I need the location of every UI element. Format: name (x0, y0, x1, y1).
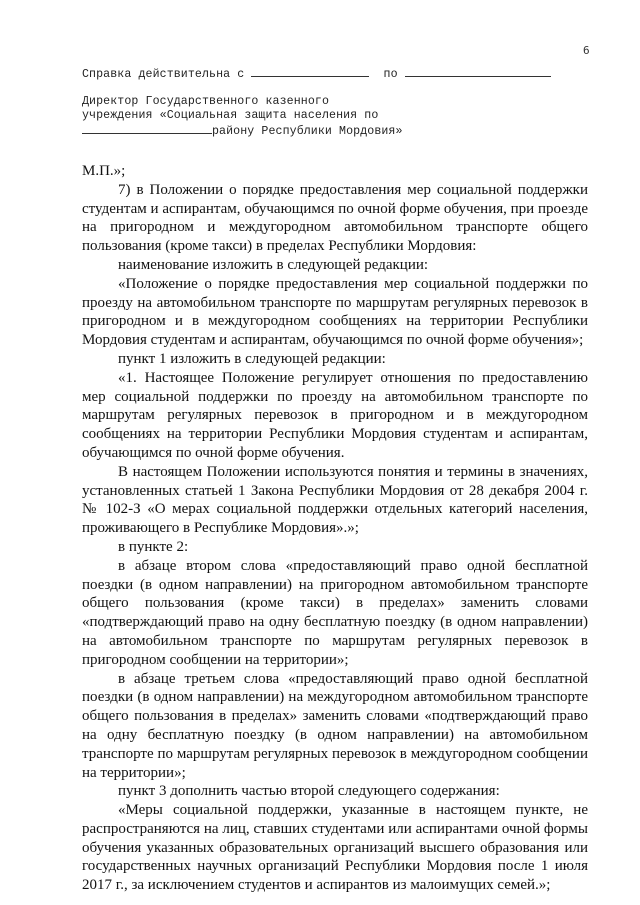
paragraph: в абзаце втором слова «предоставляющий право одной бесплатной поездки (в одном направлении) на пригородном автомобильном транспорте общего пользования (кроме такси) в пределах» заменить словами «подтверждающий право на одну бесплатную поездку (в одном направлении) на автомобильном транспорте по маршрутам регулярных перевозок в пригородном сообщении на территории»; (82, 557, 588, 668)
paragraph: «Положение о порядке предоставления мер социальной поддержки по проезду на автомобильном транспорте по маршрутам регулярных перевозок в пригородном и в междугородном сообщениях на территории Республики Мордовия студентам и аспирантам, обучающимся по очной форме обучения»; (82, 275, 588, 349)
paragraph: в пункте 2: (118, 538, 189, 555)
paragraph: в абзаце третьем слова «предоставляющий право одной бесплатной поездки (в одном направлении) на междугородном автомобильном транспорте общего пользования в пределах» заменить словами «подтверждающий право на одну бесплатную поездку (в одном направлении) на автомобильном транспорте по маршрутам регулярных перевозок в междугородном сообщении на территории»; (82, 670, 588, 781)
stamp-place: М.П.»; (82, 163, 126, 179)
valid-to-label: по (383, 68, 398, 81)
paragraph: пункт 3 дополнить частью второй следующего содержания: (118, 783, 500, 800)
paragraph-item-7: 7) в Положении о порядке предоставления мер социальной поддержки студентам и аспирантам, обучающимся по очной форме обучения, при проезде на пригородном и междугородном автомобильном транспорте общего пользования (кроме такси) в пределах Республики Мордовия: (82, 181, 588, 255)
paragraph: В настоящем Положении используются понятия и термины в значениях, установленных статьей 1 Закона Республики Мордовия от 28 декабря 2004 г. № 102-З «О мерах социальной поддержки отдельных категорий населения, проживающего в Республике Мордовия».»; (82, 463, 588, 537)
certificate-validity-line (82, 66, 551, 81)
director-line-3-suffix: району Республики Мордовия» (212, 125, 403, 138)
paragraph: «Меры социальной поддержки, указанные в настоящем пункте, не распространяются на лиц, ставших студентами или аспирантами очной формы обучения указанных образовательных организаций высшего образования или государственных научных организаций Республики Мордовия после 1 июля 2017 г., за исключением студентов и аспирантов из малоимущих семей.»; (82, 802, 588, 894)
paragraph: наименование изложить в следующей редакции: (118, 256, 429, 273)
valid-from-label: Справка действительна с (82, 68, 245, 81)
valid-from-blank (251, 66, 369, 77)
valid-to-blank (405, 66, 551, 77)
paragraph: «1. Настоящее Положение регулирует отношения по предоставлению мер социальной поддержки по проезду на автомобильном транспорте по маршрутам регулярных перевозок в пригородном и в междугородном сообщениях на территории Республики Мордовия студентам и аспирантам, обучающимся по очной форме обучения. (82, 369, 588, 461)
director-line-2: учреждения «Социальная защита населения по (82, 109, 379, 122)
document-body (82, 162, 588, 895)
director-line-3 (82, 123, 403, 138)
district-blank (82, 123, 212, 134)
director-line-1: Директор Государственного казенного (82, 95, 330, 108)
paragraph: пункт 1 изложить в следующей редакции: (118, 350, 386, 367)
page-number: 6 (583, 44, 590, 57)
